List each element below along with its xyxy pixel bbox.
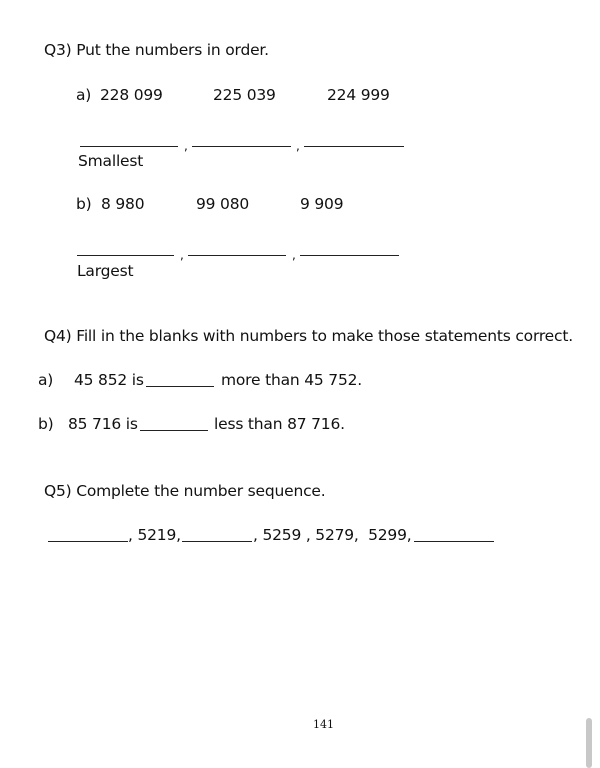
q5-answer-blank-3[interactable]	[414, 541, 494, 542]
q3a-separator-2: ,	[296, 139, 300, 153]
q4b-before: 85 716 is	[68, 415, 138, 433]
q3a-answer-blank-1[interactable]	[80, 146, 178, 147]
q4-title: Q4) Fill in the blanks with numbers to make those statements correct.	[44, 327, 573, 345]
q3a-separator-1: ,	[184, 139, 188, 153]
q3a-number-3: 224 999	[327, 86, 390, 104]
q4a-label: a)	[38, 371, 54, 389]
q3b-order-label: Largest	[77, 262, 134, 280]
q3b-separator-1: ,	[180, 248, 184, 262]
q5-title: Q5) Complete the number sequence.	[44, 482, 326, 500]
q5-answer-blank-2[interactable]	[182, 541, 252, 542]
q3a-answer-blank-2[interactable]	[192, 146, 291, 147]
q4b-answer-blank[interactable]	[140, 430, 208, 431]
q3a-answer-blank-3[interactable]	[304, 146, 404, 147]
q3a-number-2: 225 039	[213, 86, 276, 104]
q3b-number-1: 8 980	[101, 195, 145, 213]
q4b-label: b)	[38, 415, 54, 433]
q5-sequence-part-1: , 5219,	[128, 526, 181, 544]
q3b-number-3: 9 909	[300, 195, 344, 213]
page-number: 141	[313, 718, 334, 731]
q3a-number-1: 228 099	[100, 86, 163, 104]
q3a-label: a)	[76, 86, 92, 104]
q3b-label: b)	[76, 195, 92, 213]
q3b-answer-blank-3[interactable]	[300, 255, 399, 256]
q3-title: Q3) Put the numbers in order.	[44, 41, 269, 59]
q3b-answer-blank-1[interactable]	[77, 255, 174, 256]
q3b-number-2: 99 080	[196, 195, 250, 213]
q4a-after: more than 45 752.	[221, 371, 362, 389]
q5-answer-blank-1[interactable]	[48, 541, 128, 542]
q5-sequence-part-2: , 5259 , 5279, 5299,	[253, 526, 412, 544]
q3b-answer-blank-2[interactable]	[188, 255, 286, 256]
q4b-after: less than 87 716.	[214, 415, 345, 433]
q3a-order-label: Smallest	[78, 152, 144, 170]
q3b-separator-2: ,	[292, 248, 296, 262]
q4a-before: 45 852 is	[74, 371, 144, 389]
q4a-answer-blank[interactable]	[146, 386, 214, 387]
vertical-scrollbar[interactable]	[586, 718, 592, 768]
